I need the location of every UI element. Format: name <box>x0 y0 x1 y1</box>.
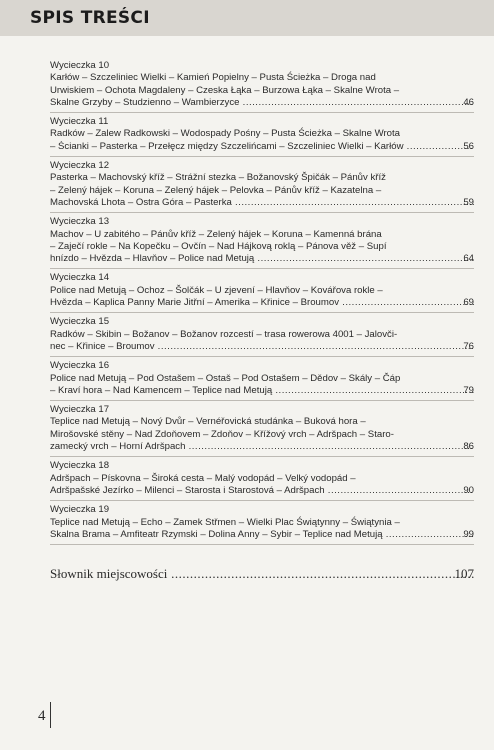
toc-entry[interactable] <box>50 116 474 157</box>
toc-entry-last-line <box>50 485 474 497</box>
toc-entry-line: Teplice nad Metują – Echo – Zamek Střmen – Wielki Plac Świątynny – Świątynia – <box>50 516 400 528</box>
toc-entry-line: Machov – U zabitého – Pánův kříž – Zelený hájek – Koruna – Kamenná brána <box>50 228 382 240</box>
page-title: SPIS TREŚCI <box>30 8 150 28</box>
toc-entry[interactable] <box>50 60 474 113</box>
toc-page-number: 90 <box>463 484 474 496</box>
toc-entry-last-line <box>50 297 474 309</box>
toc-entry-last-text: – Ścianki – Pasterka – Przełęcz między Szczelińcami – Szczeliniec Wielki – Karłów <box>50 140 404 152</box>
toc-entry[interactable] <box>50 460 474 501</box>
toc-entry-last-text: zamecký vrch – Horní Adršpach <box>50 441 186 453</box>
toc-page-number: 46 <box>463 96 474 108</box>
toc-entry-last-line <box>50 141 474 153</box>
table-of-contents <box>50 60 474 548</box>
toc-entry-title: Wycieczka 12 <box>50 160 110 172</box>
toc-entry-line: Karłów – Szczeliniec Wielki – Kamień Popielny – Pusta Ścieżka – Droga nad <box>50 72 376 84</box>
toc-entry[interactable] <box>50 504 474 545</box>
toc-page-number: 76 <box>463 340 474 352</box>
toc-entry[interactable] <box>50 404 474 457</box>
toc-entry-line: Radków – Skibin – Božanov – Božanov rozcestí – trasa rowerowa 4001 – Jalovči- <box>50 328 398 340</box>
footer-rule <box>50 702 51 728</box>
toc-entry[interactable] <box>50 360 474 401</box>
toc-leader <box>254 253 474 264</box>
toc-page-number: 64 <box>463 253 474 265</box>
toc-page-number: 79 <box>463 384 474 396</box>
glossary-page-number: 107 <box>454 566 474 581</box>
toc-entry[interactable] <box>50 160 474 213</box>
toc-page-number: 99 <box>463 528 474 540</box>
toc-page-number: 56 <box>463 140 474 152</box>
glossary-entry[interactable] <box>50 566 474 582</box>
toc-leader <box>155 341 474 352</box>
toc-entry-last-text: – Kraví hora – Nad Kamencem – Teplice nad Metują <box>50 384 273 396</box>
toc-leader <box>339 297 474 308</box>
toc-entry-line: Police nad Metują – Ochoz – Šolčák – U zjevení – Hlavňov – Kovářova rokle – <box>50 284 383 296</box>
toc-entry[interactable] <box>50 272 474 313</box>
toc-entry-line: Pasterka – Machovský kříž – Strážní stezka – Božanovský Špičák – Pánův kříž <box>50 172 386 184</box>
toc-entry-last-text: Hvězda – Kaplica Panny Marie Jitřní – Amerika – Křinice – Broumov <box>50 297 340 309</box>
toc-entry-title: Wycieczka 14 <box>50 272 110 284</box>
toc-entry-line: – Zelený hájek – Koruna – Zelený hájek – Pelovka – Pánův kříž – Kazatelna – <box>50 184 382 196</box>
toc-entry-line: Radków – Zalew Radkowski – Wodospady Pośny – Pusta Ścieżka – Skalne Wrota <box>50 128 400 140</box>
toc-entry-last-line <box>50 197 474 209</box>
toc-leader <box>185 441 474 452</box>
toc-entry-line: Police nad Metują – Pod Ostašem – Ostaš – Pod Ostašem – Dědov – Skály – Čáp <box>50 372 401 384</box>
toc-leader <box>272 385 474 396</box>
toc-entry-title: Wycieczka 16 <box>50 360 110 372</box>
toc-entry-last-line <box>50 441 474 453</box>
toc-entry-last-line <box>50 97 474 109</box>
toc-entry-title: Wycieczka 18 <box>50 460 110 472</box>
toc-leader <box>232 197 474 208</box>
toc-entry-title: Wycieczka 10 <box>50 60 110 71</box>
toc-entry-title: Wycieczka 19 <box>50 504 110 516</box>
toc-entry-last-text: Skalna Brama – Amfiteatr Rzymski – Dolina Anny – Sybir – Teplice nad Metują <box>50 528 383 540</box>
toc-entry-last-line <box>50 529 474 541</box>
toc-page-number: 86 <box>463 441 474 453</box>
toc-leader <box>383 529 474 540</box>
toc-page-number: 59 <box>463 196 474 208</box>
toc-entry-last-line <box>50 253 474 265</box>
toc-entry-last-line <box>50 385 474 397</box>
glossary-leader <box>167 566 474 581</box>
toc-entry-last-text: Skalne Grzyby – Studzienno – Wambierzyce <box>50 96 240 108</box>
toc-page-number: 69 <box>463 297 474 309</box>
glossary-label: Słownik miejscowości <box>50 566 168 581</box>
toc-entry-line: Adršpach – Pískovna – Široká cesta – Malý vodopád – Velký vodopád – <box>50 472 356 484</box>
toc-entry-last-text: Adršpašské Jezírko – Milenci – Starosta i Starostová – Adršpach <box>50 484 325 496</box>
toc-entry[interactable] <box>50 316 474 357</box>
toc-entry-line: Teplice nad Metują – Nový Dvůr – Vernéřovická studánka – Buková hora – <box>50 416 366 428</box>
page-number: 4 <box>38 708 46 724</box>
toc-entry-last-text: Machovská Lhota – Ostra Góra – Pasterka <box>50 196 232 208</box>
toc-leader <box>239 97 474 108</box>
toc-entry-last-line <box>50 341 474 353</box>
toc-entry-line: Mirošovské stěny – Nad Zdoňovem – Zdoňov – Křížový vrch – Adršpach – Staro- <box>50 428 394 440</box>
toc-entry-title: Wycieczka 15 <box>50 316 110 328</box>
toc-entry-title: Wycieczka 17 <box>50 404 110 416</box>
toc-entry-last-text: hnízdo – Hvězda – Hlavňov – Police nad Metują <box>50 253 255 265</box>
toc-leader <box>325 485 474 496</box>
toc-leader <box>404 141 475 152</box>
toc-entry[interactable] <box>50 216 474 269</box>
toc-entry-line: Urwiskiem – Ochota Magdaleny – Czeska Łąka – Burzowa Łąka – Skalne Wrota – <box>50 84 400 96</box>
toc-entry-last-text: nec – Křinice – Broumov <box>50 340 155 352</box>
toc-entry-title: Wycieczka 11 <box>50 116 109 128</box>
toc-entry-title: Wycieczka 13 <box>50 216 110 228</box>
toc-entry-line: – Zaječí rokle – Na Kopečku – Ovčín – Nad Hájkovą roklą – Pánova věž – Supí <box>50 240 387 252</box>
